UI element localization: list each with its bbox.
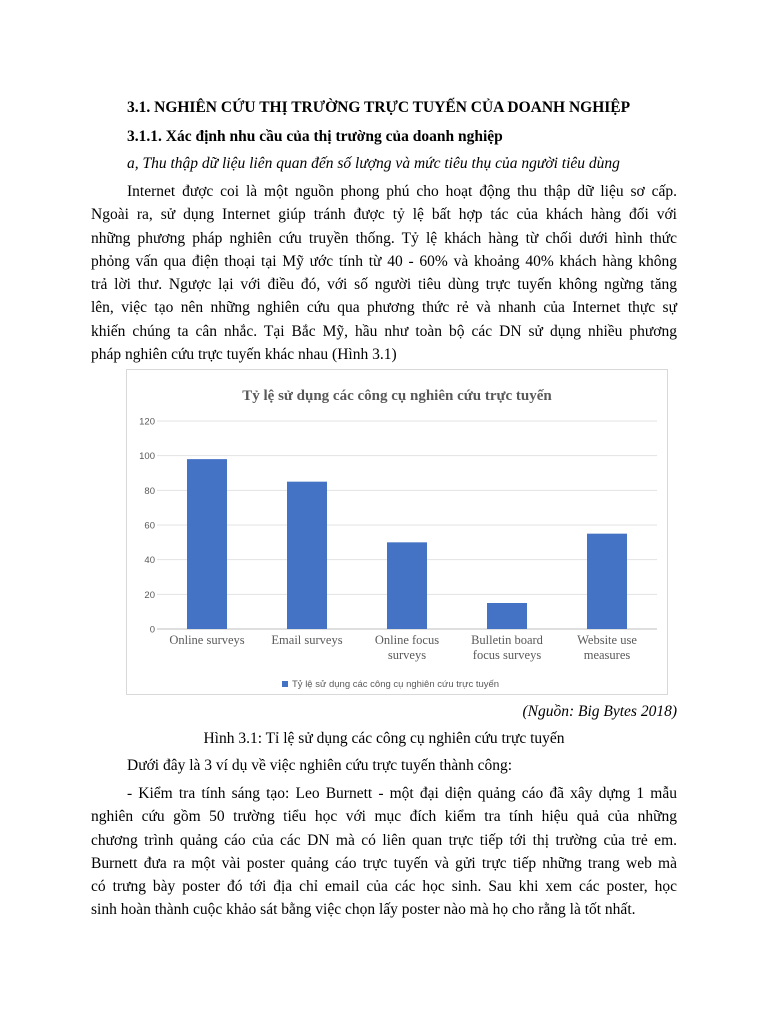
y-tick-label: 80 bbox=[144, 485, 155, 497]
paragraph-line: phỏng vấn qua điện thoại tại Mỹ ước tính từ 40 - 60% và khoảng 40% khách hàng không bbox=[91, 252, 677, 270]
y-tick-label: 100 bbox=[139, 451, 155, 463]
figure-source: (Nguồn: Big Bytes 2018) bbox=[522, 703, 677, 720]
y-tick-label: 0 bbox=[149, 624, 155, 636]
bar bbox=[587, 534, 627, 629]
bar bbox=[387, 542, 427, 629]
paragraph-line: pháp nghiên cứu trực tuyến khác nhau (Hình 3.1) bbox=[91, 346, 397, 364]
paragraph-line: lên, việc tạo nên những nghiên cứu qua phương thức rẻ và nhanh của Internet thực sự bbox=[91, 299, 677, 317]
paragraph-line: Ngoài ra, sử dụng Internet giúp tránh được tỷ lệ bất hợp tác của khách hàng đối với bbox=[91, 206, 677, 224]
x-axis-labels bbox=[169, 633, 637, 662]
chart-title: Tỷ lệ sử dụng các công cụ nghiên cứu trực tuyến bbox=[242, 388, 552, 404]
chart-canvas bbox=[127, 370, 667, 694]
paragraph-line: những phương pháp nghiên cứu truyền thống. Tỷ lệ khách hàng từ chối dưới hình thức bbox=[91, 229, 677, 247]
paragraph-1 bbox=[91, 180, 677, 366]
subsection-heading: 3.1.1. Xác định nhu cầu của thị trường của doanh nghiệp bbox=[127, 128, 503, 145]
bar bbox=[287, 482, 327, 629]
legend-label: Tỷ lệ sử dụng các công cụ nghiên cứu trực tuyến bbox=[292, 679, 500, 690]
bar bbox=[487, 603, 527, 629]
chart-bars bbox=[187, 459, 627, 629]
x-tick-label: Online focus bbox=[374, 633, 440, 647]
x-tick-label: measures bbox=[583, 648, 631, 662]
bar-chart bbox=[126, 369, 668, 695]
y-tick-label: 60 bbox=[144, 520, 155, 532]
x-tick-label: Online surveys bbox=[169, 633, 245, 647]
paragraph-line: Burnett đưa ra một vài poster quảng cáo trực tuyến và gửi trực tiếp những trang web mà bbox=[91, 854, 677, 872]
paragraph-line: trả lời thư. Ngược lại với điều đó, với số người tiêu dùng trực tuyến không ngừng tăng bbox=[91, 276, 677, 294]
paragraph-line: có trưng bày poster đó tới địa chỉ email của các học sinh. Sau khi xem các poster, học bbox=[91, 878, 677, 896]
chart-legend bbox=[282, 679, 499, 690]
x-tick-label: surveys bbox=[387, 648, 427, 662]
x-tick-label: Email surveys bbox=[271, 633, 343, 647]
paragraph-line: Internet được coi là một nguồn phong phú cho hoạt động thu thập dữ liệu sơ cấp. bbox=[127, 183, 677, 200]
y-tick-label: 40 bbox=[144, 555, 155, 567]
figure-caption: Hình 3.1: Tỉ lệ sử dụng các công cụ nghiên cứu trực tuyến bbox=[203, 730, 565, 747]
section-heading: 3.1. NGHIÊN CỨU THỊ TRƯỜNG TRỰC TUYẾN CỦA DOANH NGHIỆP bbox=[127, 99, 631, 116]
y-tick-label: 120 bbox=[139, 416, 155, 428]
x-tick-label: Bulletin board bbox=[471, 633, 543, 647]
bar bbox=[187, 459, 227, 629]
paragraph-3 bbox=[91, 782, 677, 922]
x-tick-label: focus surveys bbox=[472, 648, 542, 662]
paragraph-line: nghiên cứu gồm 50 trường tiểu học với mục đích kiểm tra tính hiệu quả của những bbox=[91, 808, 677, 826]
legend-swatch bbox=[282, 681, 288, 687]
y-axis-ticks bbox=[139, 417, 155, 636]
paragraph-line: sinh hoàn thành cuộc khảo sát bằng việc chọn lấy poster nào mà họ cho rằng là tốt nhất. bbox=[91, 901, 636, 919]
paragraph-2: Dưới đây là 3 ví dụ về việc nghiên cứu trực tuyến thành công: bbox=[127, 757, 513, 774]
paragraph-line: - Kiểm tra tính sáng tạo: Leo Burnett - một đại diện quảng cáo đã xây dựng 1 mẫu bbox=[127, 785, 677, 802]
paragraph-line: khiến chúng ta cân nhắc. Tại Bắc Mỹ, hầu như toàn bộ các DN sử dụng nhiều phương bbox=[91, 322, 677, 340]
y-tick-label: 20 bbox=[144, 589, 155, 601]
subsubsection-heading: a, Thu thập dữ liệu liên quan đến số lượng và mức tiêu thụ của người tiêu dùng bbox=[127, 155, 620, 172]
paragraph-line: chương trình quảng cáo của các DN mà có liên quan trực tiếp tới thị trường của trẻ em. bbox=[91, 831, 677, 849]
x-tick-label: Website use bbox=[577, 633, 637, 647]
